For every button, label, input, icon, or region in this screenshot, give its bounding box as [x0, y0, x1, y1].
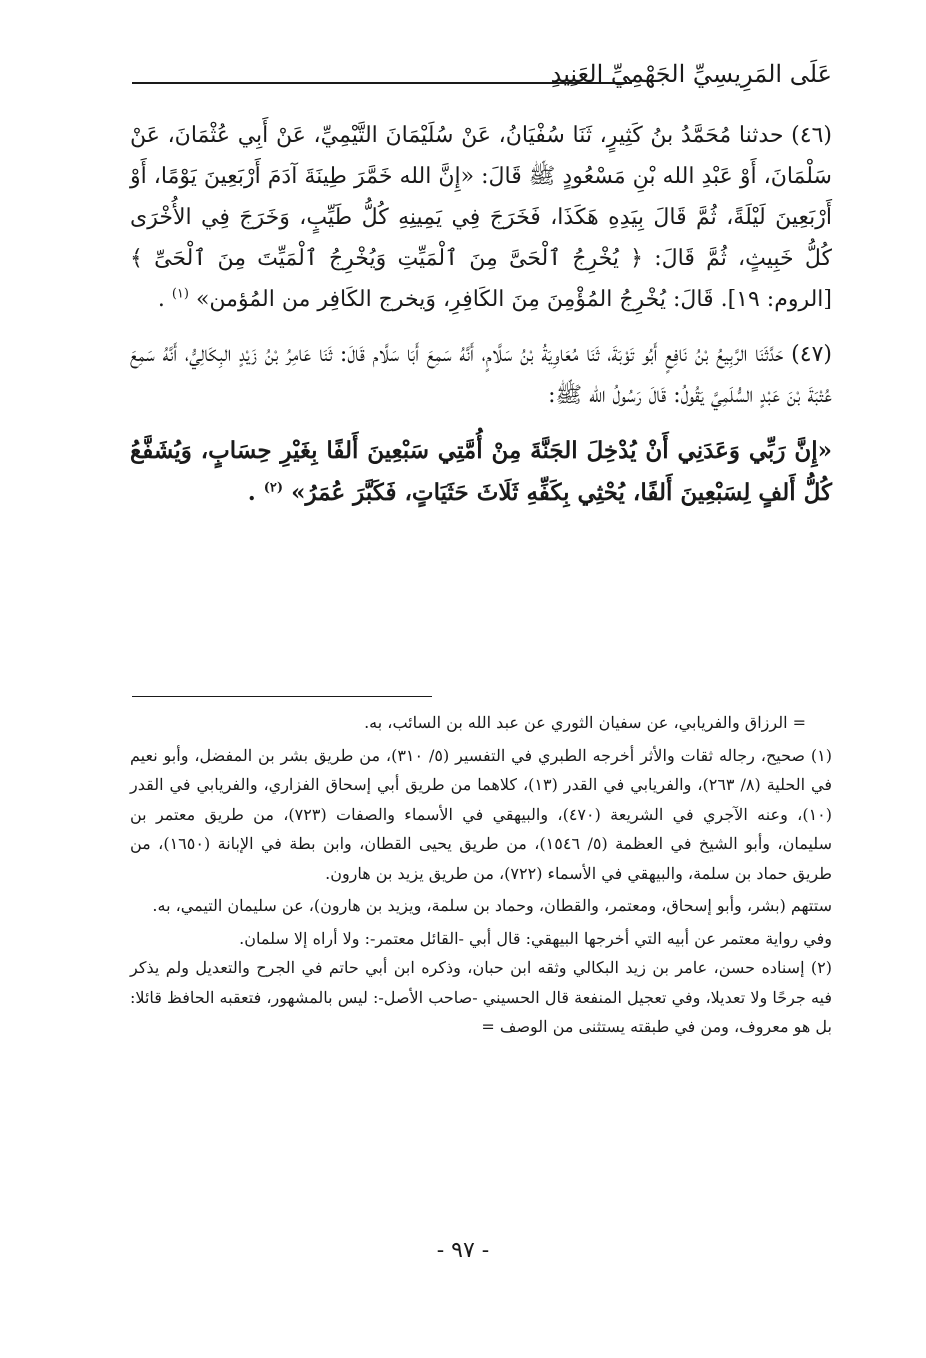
footnote-1-summary: ستتهم (بشر، وأبو إسحاق، ومعتمر، والقطان، وحماد بن سلمة، ويزيد بن هارون)، عن سليمان التيمي، به.: [152, 896, 832, 915]
footnote-ref-2: (٢): [263, 480, 284, 496]
paragraph-46: [130, 115, 832, 320]
footnote-1: (١) صحيح، رجاله ثقات والأثر أخرجه الطبري في التفسير (٥/ ٣١٠)، من طريق بشر بن المفضل، وأبو نعيم في الحلية (٨/ ٢٦٣)، والفريابي في القدر (١٣)، كلاهما من طريق أبي إسحاق الفزاري، والفريابي في القدر (١٠)، وعنه الآجري في الشريعة (٤٧٠)، والبيهقي في الأسماء والصفات (٧٢٣)، من طريق معتمر بن سليمان، وأبو الشيخ في العظمة (٥/ ١٥٤٦)، من طريق يحيى القطان، وابن بطة في الإبانة (١٦٥٠)، من طريق حماد بن سلمة، والبيهقي في الأسماء (٧٢٢)، من طريق يزيد بن هارون.: [130, 745, 833, 883]
running-header: [132, 60, 832, 100]
footnote-continuation: = الرزاق والفريابي، عن سفيان الثوري عن عبد الله بن السائب، به.: [364, 713, 806, 732]
header-title: عَلَى المَرِيسِيِّ الجَهْمِيِّ العَنِيدِ: [550, 60, 832, 88]
footnote-separator: [132, 696, 432, 697]
paragraph-46-text: (٤٦) حدثنا مُحَمَّدُ بنُ كَثِيرٍ، ثَنَا سُفْيَانُ، عَنْ سُلَيْمَانَ التَّيْمِيِّ، عَنْ أَبِي عُثْمَانَ، عَنْ سَلْمَانَ، أَوْ عَبْدِ الله بْنِ مَسْعُودٍ ﷺ قَالَ: «إِنَّ الله خَمَّرَ طِينَةَ آدَمَ أَرْبَعِينَ يَوْمًا، أَوْ أَرْبَعِينَ لَيْلَةً، ثُمَّ قَالَ بِيَدِهِ هَكَذَا، فَخَرَجَ فِي يَمِينِهِ كُلُّ طَيِّبٍ، وَخَرَجَ فِي الأُخْرَى كُلُّ خَبِيثٍ، ثُمَّ قَالَ: ﴿ يُخْرِجُ ٱلْحَىَّ مِنَ ٱلْمَيِّتِ وَيُخْرِجُ ٱلْمَيِّتَ مِنَ ٱلْحَىِّ ﴾ [الروم: ١٩]. قَالَ: يُخْرِجُ المُؤْمِنَ مِنَ الكَافِرِ، وَيخرج الكَافِر من المُؤمن»: [130, 123, 832, 312]
hadith-text: «إِنَّ رَبِّي وَعَدَنِي أَنْ يُدْخِلَ الجَنَّةَ مِنْ أُمَّتِي سَبْعِينَ أَلفًا بِغَيْرِ حِسَابٍ، وَيُشَفَّعُ كُلُّ أَلفٍ لِسَبْعِينَ أَلفًا، يُحْثِي بِكَفِّهِ ثَلَاثَ حَثَيَاتٍ، فَكَبَّرَ عُمَرُ»: [130, 437, 832, 506]
header-rule: [132, 82, 632, 84]
footnote-1-note: وفي رواية معتمر عن أبيه التي أخرجها البيهقي: قال أبي -القائل معتمر-: ولا أراه إلا سلمان.: [239, 928, 832, 948]
footnote-ref-1: (١): [171, 286, 189, 302]
footnote-2: (٢) إسناده حسن، عامر بن زيد البكالي وثقه ابن حبان، وذكره ابن أبي حاتم في الجرح والتعديل ولم يذكر فيه جرحًا ولا تعديلا، وفي تعجيل المنفعة قال الحسيني -صاحب الأصل-: ليس بالمشهور، فتعقبه الحافظ قائلا: بل هو معروف، ومن في طبقته يستثنى من الوصف =: [130, 958, 832, 1036]
footnotes: [130, 708, 832, 1042]
hadith-end-dot: .: [247, 479, 256, 506]
paragraph-47-text: (٤٧) حَدَّثَنَا الرَّبِيعُ بْنُ نَافِعٍ أَبُو تَوْبَةَ، ثَنَا مُعَاوِيَةُ بْنُ سَلَّامٍ، أَنَّهُ سَمِعَ أَبَا سَلَّام قَالَ: ثَنَا عَامِرُ بْنُ زَيْدٍ البِكَالِيُّ، أَنَّهُ سَمِعَ عُتْبَةَ بْنَ عَبْدٍ السُّلَمِيَّ يَقُولُ: قَالَ رَسُولُ الله ﷺ:: [130, 342, 832, 408]
main-text: [130, 115, 832, 514]
paragraph-47: [130, 334, 832, 416]
paragraph-end-dot: .: [157, 287, 165, 312]
hadith-quote: [130, 430, 832, 514]
page-number: - ٩٧ -: [436, 1238, 490, 1263]
